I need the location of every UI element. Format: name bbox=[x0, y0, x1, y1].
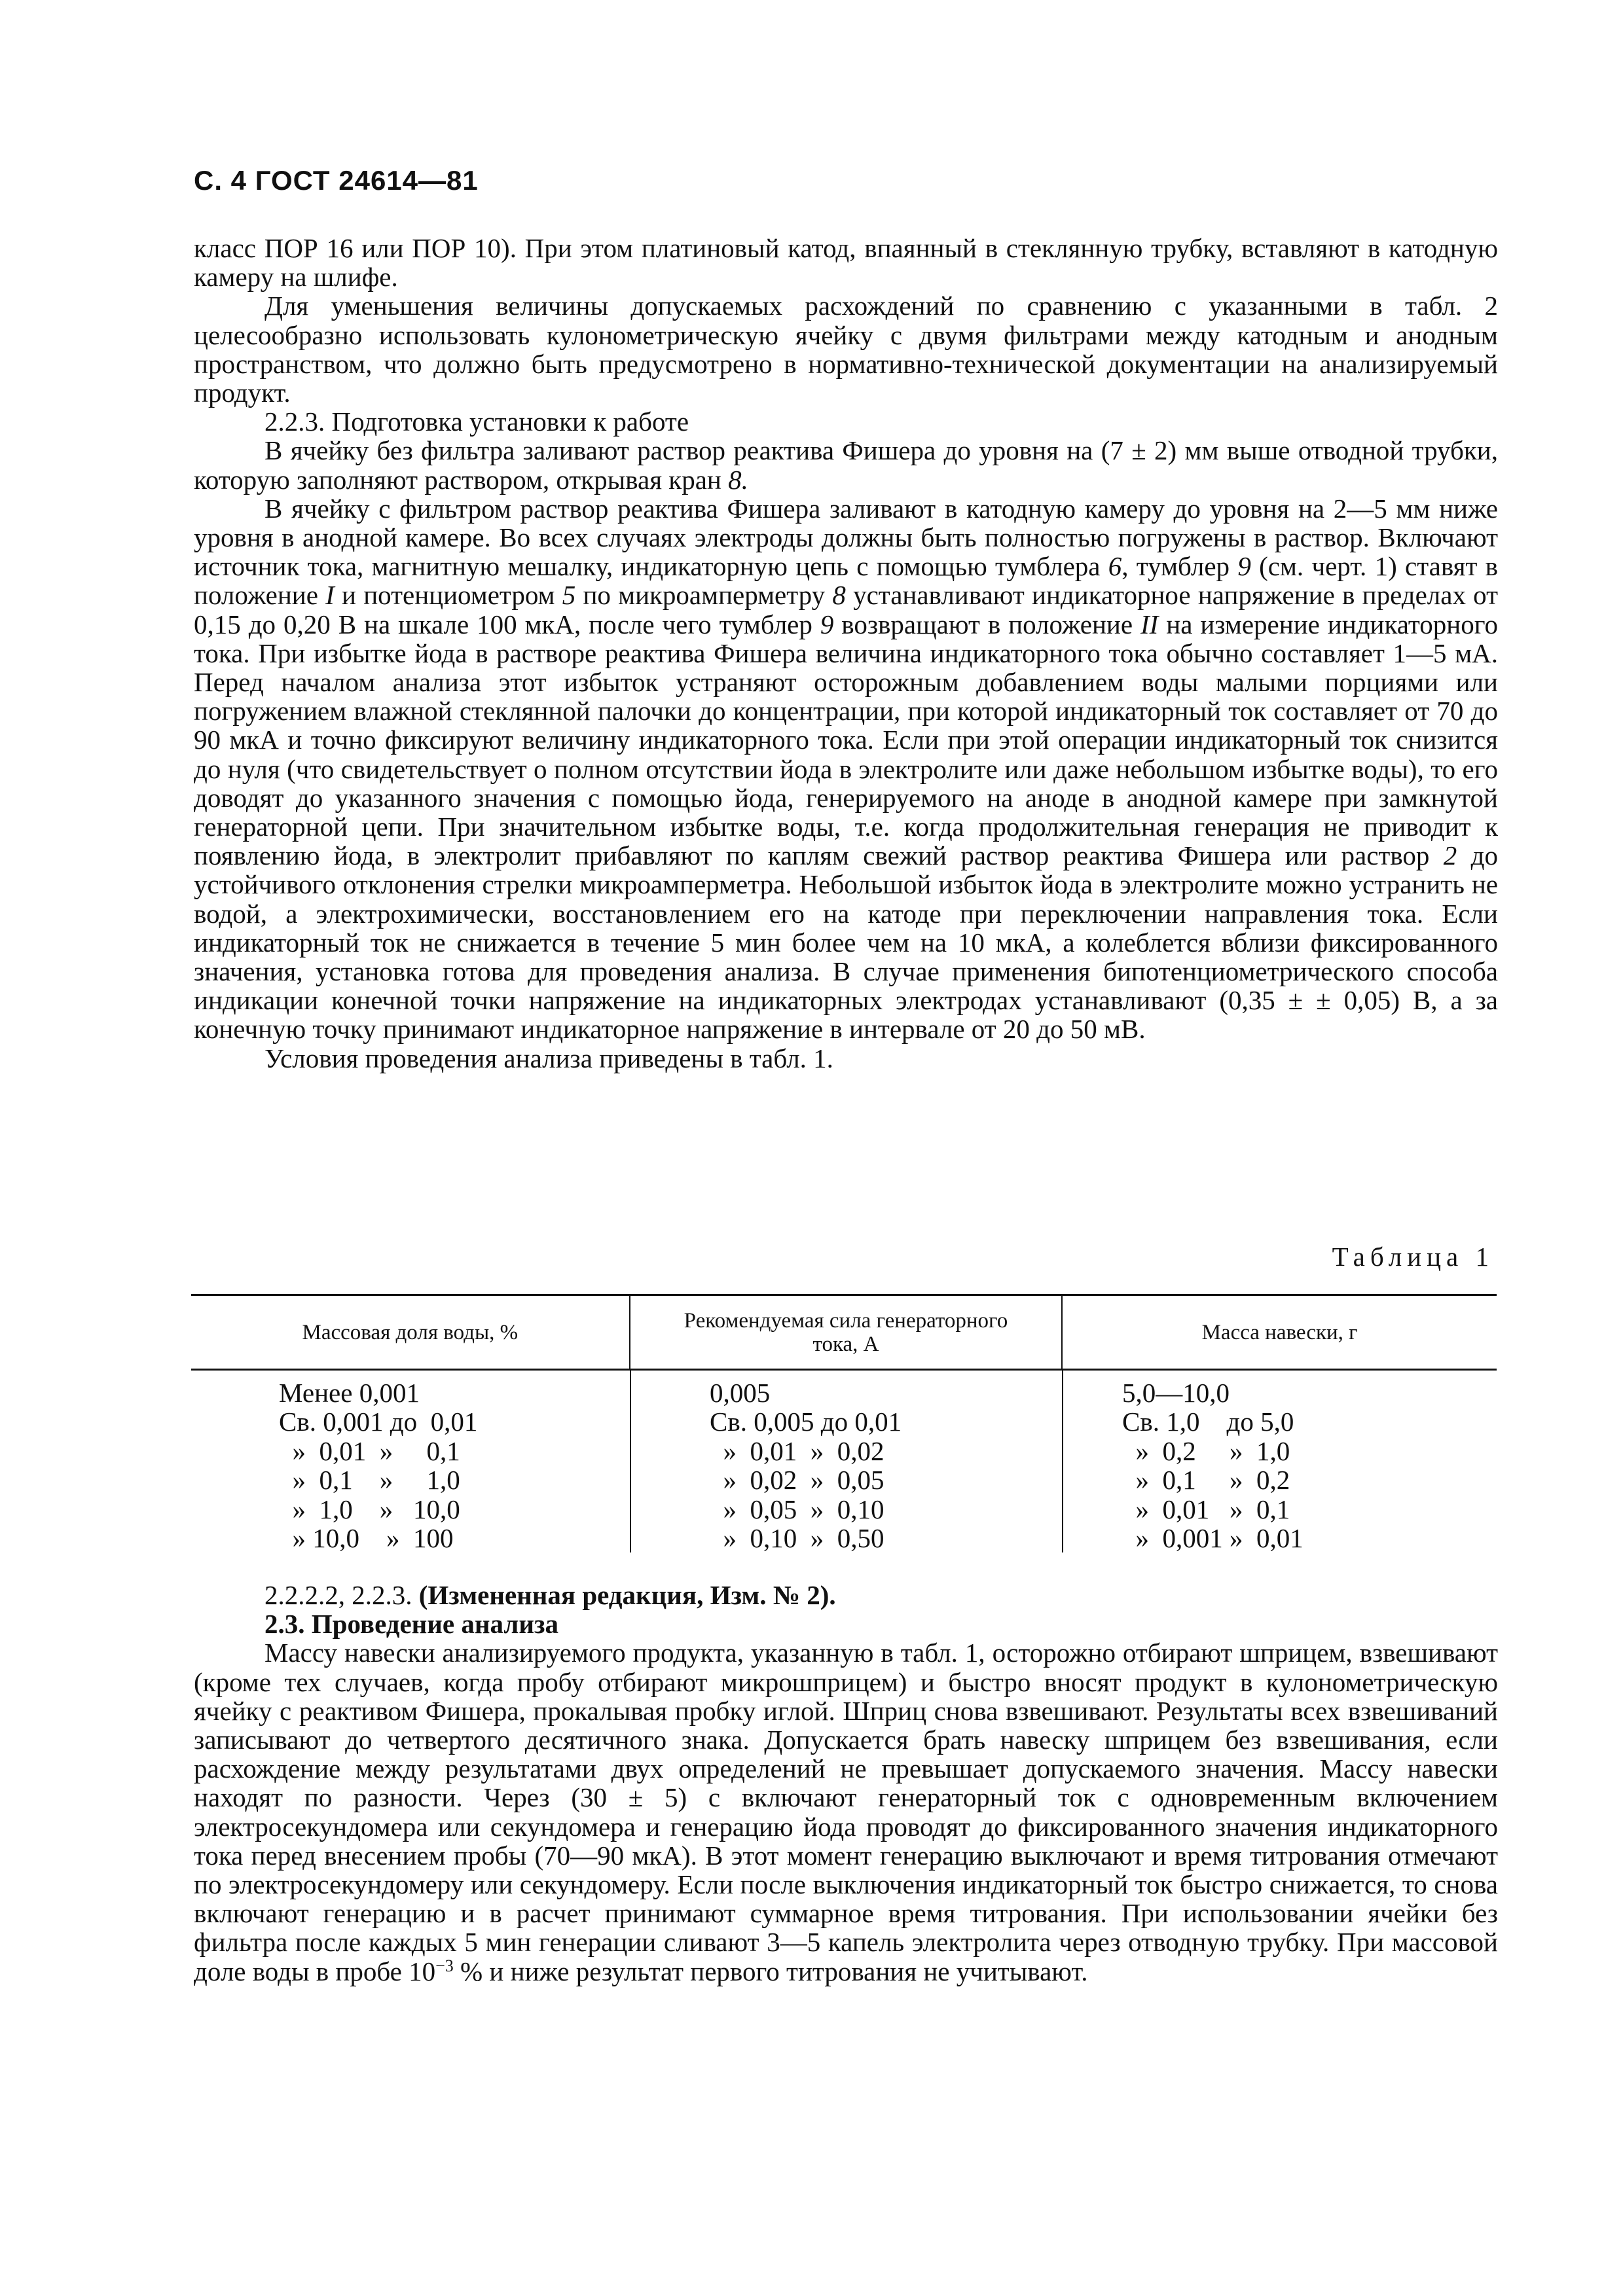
paragraph-no-filter-cell: В ячейку без фильтра заливают раствор реактива Фишера до уровня на (7 ± 2) мм выше отводной трубки, которую заполняют раствором, открывая кран 8. bbox=[194, 435, 1498, 495]
paragraph-conditions: Условия проведения анализа приведены в табл. 1. bbox=[264, 1043, 833, 1073]
subsection-heading-2-2-3: 2.2.3. Подготовка установки к работе bbox=[264, 406, 689, 437]
text-block-bottom bbox=[194, 1581, 1498, 1986]
table-caption: Таблица 1 bbox=[1332, 1242, 1494, 1272]
table-header-current: Рекомендуемая сила генераторного тока, А bbox=[629, 1296, 1062, 1369]
table-column-current: 0,005 Св. 0,005 до 0,01 » 0,01 » 0,02 » 0,02 » 0,05 » 0,05 » 0,10 » 0,10 » 0,50 bbox=[630, 1371, 1062, 1552]
table-header-row bbox=[191, 1294, 1497, 1371]
paragraph-continuation: класс ПОР 16 или ПОР 10). При этом платиновый катод, впаянный в стеклянную трубку, вставляют в катодную камеру на шлифе. bbox=[194, 233, 1498, 293]
table-column-water-fraction: Менее 0,001 Св. 0,001 до 0,01 » 0,01 » 0,1 » 0,1 » 1,0 » 1,0 » 10,0 » 10,0 » 100 bbox=[279, 1378, 478, 1554]
paragraph-filter-cell: В ячейку с фильтром раствор реактива Фишера заливают в катодную камеру до уровня на 2—5 мм ниже уровня в анодной камере. Во всех случаях электроды должны быть полностью погружены в раствор. Включают источник тока, магнитную мешалку, индикаторную цепь с помощью тумблера 6, тумблер 9 (см. черт. 1) ставят в положение I и потенциометром 5 по микроамперметру 8 устанавливают индикаторное напряжение в пределах от 0,15 до 0,20 В на шкале 100 мкА, после чего тумблер 9 возвращают в положение II на измерение индикаторного тока. При избытке йода в растворе реактива Фишера величина индикаторного тока обычно составляет 1—5 мА. Перед началом анализа этот избыток устраняют осторожным добавлением воды малыми порциями или погружением влажной стеклянной палочки до концентрации, при которой индикаторный ток составляет от 70 до 90 мкА и точно фиксируют величину индикаторного тока. Если при этой операции индикаторный ток снизится до нуля (что свидетельствует о полном отсутствии йода в электролите или даже небольшом избытке воды), то его доводят до указанного значения с помощью йода, генерируемого на аноде в анодной камере при замкнутой генераторной цепи. При значительном избытке воды, т.е. когда продолжительная генерация не приводит к появлению йода, в электролит прибавляют по каплям свежий раствор реактива Фишера или раствор 2 до устойчивого отклонения стрелки микроамперметра. Небольшой избыток йода в электролите можно устранить не водой, а электрохимически, восстановлением его на катоде при переключении направления тока. Если индикаторный ток не снижается в течение 5 мин более чем на 10 мкА, а колеблется вблизи фиксированного значения, установка готова для проведения анализа. В случае применения бипотенциометрического способа индикации конечной точки напряжение на индикаторных электродах устанавливают (0,35 ± ± 0,05) В, а за конечную точку принимают индикаторное напряжение в интервале от 20 до 50 мВ. bbox=[194, 493, 1499, 1045]
paragraph-filters: Для уменьшения величины допускаемых расхождений по сравнению с указанными в табл. 2 целесообразно использовать кулонометрическую ячейку с двумя фильтрами между катодным и анодным пространством, что должно быть предусмотрено в нормативно-технической документации на анализируемый продукт. bbox=[194, 291, 1498, 408]
amendment-note: 2.2.2.2, 2.2.3. (Измененная редакция, Изм. № 2). bbox=[264, 1580, 836, 1610]
table-header-sample-mass: Масса навески, г bbox=[1061, 1296, 1497, 1369]
table-header-water-fraction: Массовая доля воды, % bbox=[302, 1320, 519, 1344]
page-header: С. 4 ГОСТ 24614—81 bbox=[194, 165, 479, 196]
exponent: −3 bbox=[435, 1956, 454, 1975]
text-block-top bbox=[194, 234, 1498, 1073]
paragraph-analysis: Массу навески анализируемого продукта, указанную в табл. 1, осторожно отбирают шприцем, взвешивают (кроме тех случаев, когда пробу отбирают микрошприцем) и быстро вносят продукт в кулонометрическую ячейку с реактивом Фишера, прокалывая пробку иглой. Шприц снова взвешивают. Результаты всех взвешиваний записывают до четвертого десятичного знака. Допускается брать навеску шприцем без взвешивания, если расхождение между результатами двух определений не превышает допускаемого значения. Массу навески находят по разности. Через (30 ± 5) с включают генераторный ток с одновременным включением электросекундомера или секундомера и генерацию йода проводят до фиксированного значения индикаторного тока перед внесением пробы (70—90 мкА). В этот момент генерацию выключают и время титрования отмечают по электросекундомеру или секундомеру. Если после выключения индикаторный ток быстро снижается, то снова включают генерацию и в расчет принимают суммарное время титрования. При использовании ячейки без фильтра после каждых 5 мин генерации сливают 3—5 капель электролита через отводную трубку. При массовой доле воды в пробе $10^{-3}$ % и ниже результат первого титрования не учитывают. bbox=[194, 1638, 1498, 1986]
section-heading-2-3: 2.3. Проведение анализа bbox=[264, 1609, 558, 1640]
table-1 bbox=[191, 1294, 1497, 1552]
table-column-sample-mass: 5,0—10,0 Св. 1,0 до 5,0 » 0,2 » 1,0 » 0,1 » 0,2 » 0,01 » 0,1 » 0,001 » 0,01 bbox=[1062, 1371, 1497, 1552]
table-body bbox=[191, 1371, 1497, 1552]
